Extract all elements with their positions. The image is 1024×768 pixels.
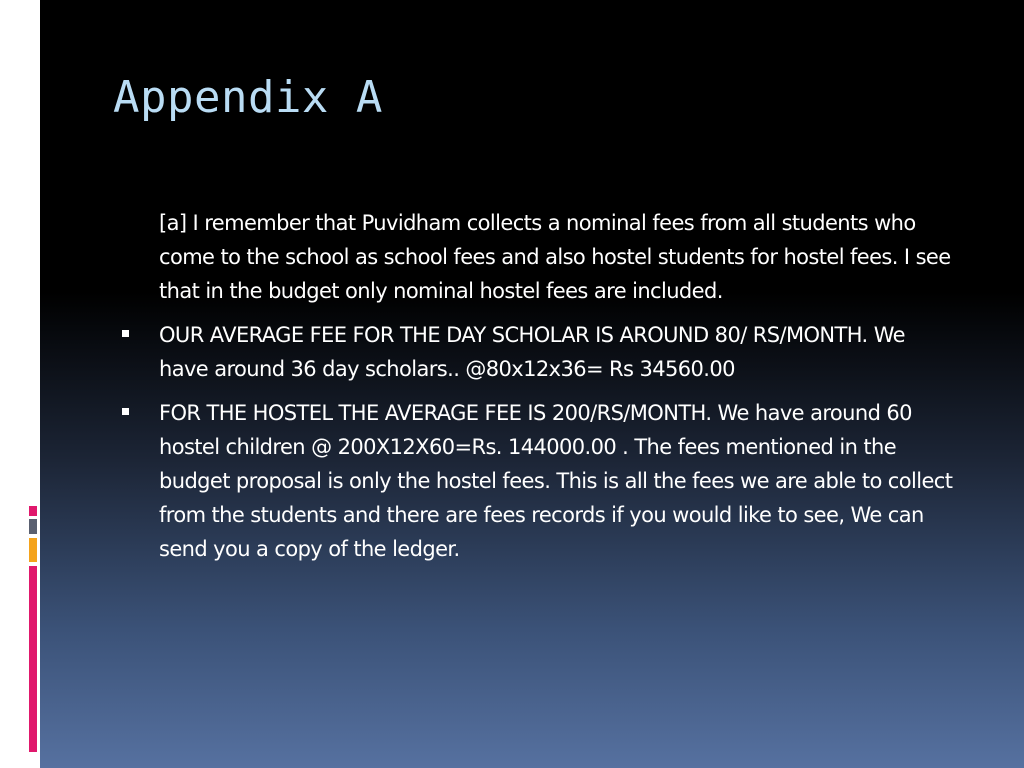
accent-bar-magenta-top: [29, 506, 37, 516]
accent-bar-orange: [29, 538, 37, 562]
square-bullet-icon: [122, 330, 129, 337]
bullet-text: FOR THE HOSTEL THE AVERAGE FEE IS 200/RS/MONTH. We have around 60 hostel children @ 200X12X60=Rs. 144000.00 . The fees mentioned in the budget proposal is only the hostel fees. This is all the fees we are able to collect from the students and there are fees records if you would like to see, We can send you a copy of the ledger.: [159, 401, 953, 561]
accent-bar-gray: [29, 519, 37, 534]
slide-title: Appendix A: [113, 72, 383, 123]
bullet-item-day-scholar: [159, 318, 959, 386]
accent-bar-magenta: [29, 566, 37, 752]
bullet-item-hostel: [159, 396, 959, 566]
bullet-text: OUR AVERAGE FEE FOR THE DAY SCHOLAR IS AROUND 80/ RS/MONTH. We have around 36 day scholars.. @80x12x36= Rs 34560.00: [159, 323, 905, 381]
paragraph-intro: [159, 206, 959, 308]
paragraph-text: [a] I remember that Puvidham collects a nominal fees from all students who come to the school as school fees and also hostel students for hostel fees. I see that in the budget only nominal hostel fees are included.: [159, 211, 951, 303]
slide-body: [159, 206, 959, 576]
square-bullet-icon: [122, 408, 129, 415]
